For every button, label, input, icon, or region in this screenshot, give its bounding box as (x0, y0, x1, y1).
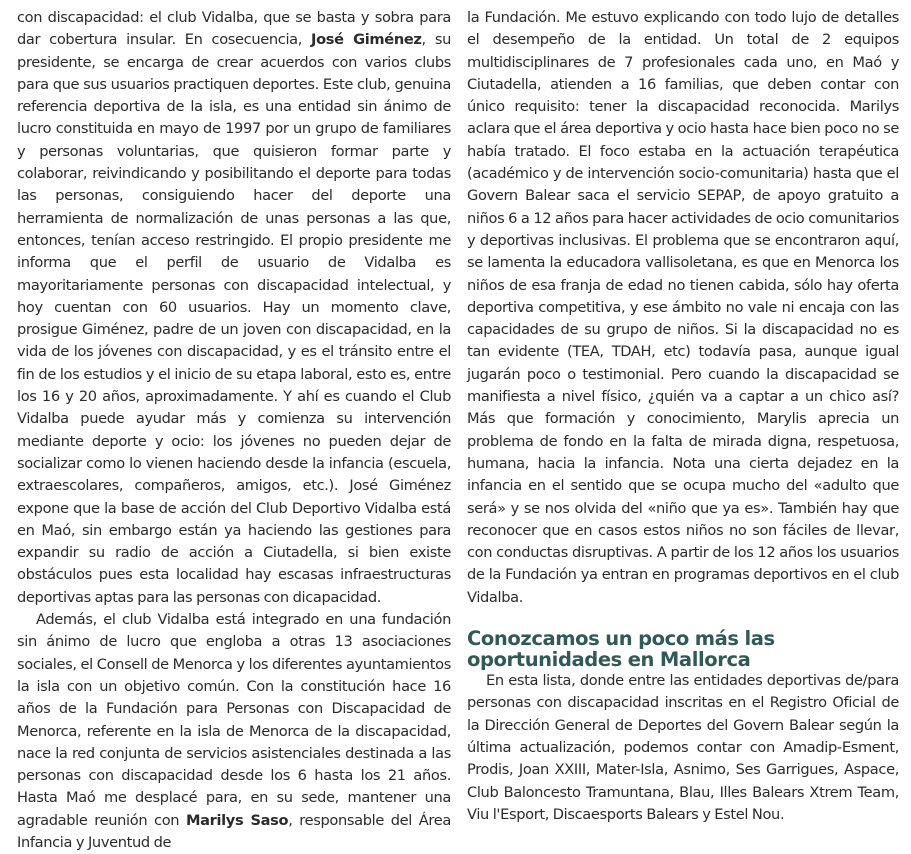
article-paragraph (17, 7, 451, 609)
paragraph-text: , responsable del Área Infancia y Juventud de (17, 811, 451, 851)
article-column-right (467, 7, 899, 826)
article-paragraph: la Fundación. Me estuvo explicando con todo lujo de detalles el desempeño de la entidad. Un total de 2 equipos multidisciplinares de 7 profesionales cada uno, en Maó y Ciutadella, atienden a 16 familias, que deben contar con único requisito: tener la discapacidad reconocida. Marilys aclara que el área deportiva y ocio hasta hace bien poco no se había tratado. El foco estaba en la actuación terapéutica (académico y de intervención socio-comunitaria) hasta que el Govern Balear saca el servicio SEPAP, de apoyo gratuito a niños 6 a 12 años para hacer actividades de ocio comunitarios y deportivas inclusivas. El problema que se encontraron aquí, se lamenta la educadora vallisoletana, es que en Menorca los niños de esa franja de edad no tienen cabida, sólo hay oferta deportiva competitiva, y ese ámbito no vale ni encaja con las capacidades de su grupo de niños. Si la discapacidad no es tan evidente (TEA, TDAH, etc) todavía pasa, aunque igual jugarán poco o testimonial. Pero cuando la discapacidad se manifiesta a nivel físico, ¿quién va a captar a un chico así? Más que formación y conocimiento, Marylis aprecia un problema de fondo en la falta de mirada digna, respetuosa, humana, hacia la infancia. Nota una cierta dejadez en la infancia en el sentido que se ocupa mucho del «adulto que será» y se nos olvida del «niño que ya es». También hay que reconocer que en casos estos niños no son fáciles de llevar, con conductas disruptivas. A partir de los 12 años los usuarios de la Fundación ya entran en programas deportivos en el club Vidalba. (467, 9, 899, 606)
paragraph-text: Además, el club Vidalba está integrado en una fundación sin ánimo de lucro que engloba a otras 13 asociaciones sociales, el Consell de Menorca y los diferentes ayuntamientos la isla con un objetivo común. Con la constitución hace 16 años de la Fundación para Personas con Discapacidad de Menorca, referente en la isla de Menorca de la discapacidad, nace la red conjunta de servicios asistenciales destinada a las personas con discapacidad desde los 6 hasta los 21 años. Hasta Maó me desplacé para, en su sede, mantener una agradable reunión con (17, 611, 451, 829)
section-heading: Conozcamos un poco más las oportunidades en Mallorca (467, 627, 775, 672)
person-name-highlight: José Giménez (311, 31, 422, 49)
paragraph-text: , su presidente, se encarga de crear acuerdos con varios clubs para que sus usuarios practiquen deportes. Este club, genuina referencia deportiva de la isla, es una entidad sin ánimo de lucro constituida en mayo de 1997 por un grupo de familiares y personas voluntarias, que quisieron formar parte y colaborar, reivindicando y posibilitando el deporte para todas las personas, consiguiendo hacer del deporte una herramienta de normalización de unas personas a las que, entonces, tenían acceso restringido. El propio presidente me informa que el perfil de usuario de Vidalba es mayoritariamente personas con discapacidad intelectual, y hoy cuentan con 60 usuarios. Hay un momento clave, prosigue Giménez, padre de un joven con discapacidad, en la vida de los jóvenes con discapacidad, y es el tránsito entre el fin de los estudios y el inicio de su etapa laboral, esto es, entre los 16 y 20 años, aproximadamente. Y ahí es cuando el Club Vidalba puede ayudar más y comienza su intervención mediante deporte y ocio: los jóvenes no pueden dejar de socializar como lo vienen haciendo desde la infancia (escuela, extraescolares, compañeros, amigos, etc.). José Giménez expone que la base de acción del Club Deportivo Vidalba está en Maó, sin embargo están ya haciendo las gestiones para expandir su radio de acción a Ciutadella, si bien existe obstáculos pues esta localidad hay escasas infraestructuras deportivas aptas para las personas con dicapacidad. (17, 31, 451, 606)
article-paragraph (17, 609, 451, 854)
article-column-left (17, 7, 451, 854)
paragraph-text: con discapacidad: el club Vidalba, que se basta y sobra para dar cobertura insular. En cosecuencia, (17, 9, 451, 49)
article-paragraph: En esta lista, donde entre las entidades deportivas de/para personas con discapacidad inscritas en el Registro Oficial de la Dirección General de Deportes del Govern Balear según la última actualización, podemos contar con Amadip-Esment, Prodis, Joan XXIII, Mater-Isla, Asnimo, Ses Garrigues, Aspace, Club Baloncesto Tramuntana, Blau, Illes Balears Xtrem Team, Viu l'Esport, Discaesports Balears y Estel Nou. (467, 672, 899, 823)
person-name-highlight: Marilys Saso (185, 811, 289, 829)
